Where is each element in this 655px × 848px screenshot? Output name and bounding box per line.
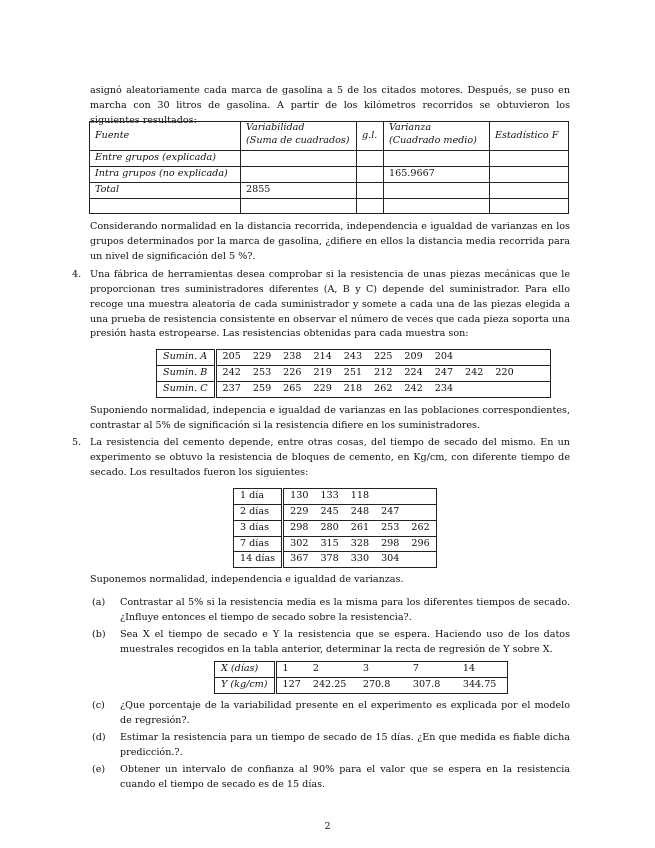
supplier-value: [459, 350, 489, 366]
curing-value: 280: [314, 520, 344, 536]
curing-value: 229: [283, 504, 315, 520]
regression-y-value: 307.8: [407, 677, 457, 693]
curing-row: [234, 520, 437, 536]
anova-cell: [490, 151, 569, 167]
supplier-value: 262: [368, 381, 398, 397]
anova-row: [90, 198, 569, 213]
supplier-value: 225: [368, 350, 398, 366]
supplier-value: [459, 381, 489, 397]
question-4-number: 4.: [72, 269, 82, 280]
anova-row: [90, 182, 569, 198]
question-4-assumption: Suponiendo normalidad, indepencia e igualdad de varianzas en las poblaciones correspondientes, contrastar al 5% de significación si la resistencia difiere en los suministradores.: [90, 405, 570, 431]
curing-value: 328: [345, 536, 375, 552]
supplier-value: 229: [307, 381, 337, 397]
curing-table: [233, 488, 437, 568]
supplier-value: 242: [398, 381, 428, 397]
regression-y-value: 127: [275, 677, 307, 693]
anova-cell: Entre grupos (explicada): [90, 151, 241, 167]
curing-value: 330: [345, 552, 375, 568]
supplier-value: 224: [398, 365, 428, 381]
curing-value: 315: [314, 536, 344, 552]
anova-cell: [357, 166, 384, 182]
suppliers-table: [156, 349, 551, 398]
regression-row-y: [215, 677, 508, 693]
header-variabilidad-l2: (Suma de cuadrados): [246, 134, 350, 146]
curing-value: 118: [345, 489, 375, 505]
supplier-value: 238: [277, 350, 307, 366]
anova-cell: Total: [90, 182, 241, 198]
supplier-value: 243: [338, 350, 368, 366]
supplier-value: 265: [277, 381, 307, 397]
regression-x-value: 3: [357, 662, 407, 678]
curing-label: 3 días: [234, 520, 283, 536]
supplier-value: 219: [307, 365, 337, 381]
question-5-assumption: Suponemos normalidad, independencia e igualdad de varianzas.: [90, 574, 404, 585]
curing-value: 367: [283, 552, 315, 568]
anova-cell: [241, 166, 357, 182]
header-variabilidad-l1: Variabilidad: [246, 122, 305, 133]
question-4-text: Una fábrica de herramientas desea comprobar si la resistencia de unas piezas mecánicas que le proporcionan tres suministradores diferentes (A, B y C) depende del suministrador. Para ello recoge una muestra aleatoria de cada suministrador y somete a cada una de las piezas elegida a una prueba de resistencia consistente en observar el número de veces que cada pieza soporta una presión hasta estropearse. Las resistencias obtenidas para cada muestra son:: [90, 269, 570, 340]
supplier-value: [520, 381, 551, 397]
header-gl: g.l.: [357, 122, 384, 151]
curing-row: [234, 504, 437, 520]
suppliers-row: [157, 365, 551, 381]
item-b-text: Sea X el tiempo de secado e Y la resistencia que se espera. Haciendo uso de los datos muestrales recogidos en la tabla anterior, determinar la recta de regresión de Y sobre X.: [120, 629, 570, 655]
anova-cell: [384, 182, 490, 198]
regression-row-x: [215, 662, 508, 678]
regression-y-value: 270.8: [357, 677, 407, 693]
curing-value: 247: [375, 504, 405, 520]
curing-value: [375, 489, 405, 505]
supplier-value: 234: [429, 381, 459, 397]
curing-value: 378: [314, 552, 344, 568]
supplier-value: [489, 381, 519, 397]
item-a-label: (a): [92, 597, 106, 608]
item-e-label: (e): [92, 764, 106, 775]
supplier-value: 242: [459, 365, 489, 381]
supplier-value: 259: [247, 381, 277, 397]
curing-value: 298: [375, 536, 405, 552]
curing-value: 245: [314, 504, 344, 520]
curing-row: [234, 536, 437, 552]
curing-value: 261: [345, 520, 375, 536]
curing-value: 130: [283, 489, 315, 505]
curing-value: 253: [375, 520, 405, 536]
anova-cell: Intra grupos (no explicada): [90, 166, 241, 182]
header-fuente: Fuente: [90, 122, 241, 151]
supplier-value: 218: [338, 381, 368, 397]
page-number: 2: [324, 821, 331, 832]
anova-cell: 165.9667: [384, 166, 490, 182]
header-estadistico: Estadístico F: [490, 122, 569, 151]
item-d-label: (d): [92, 732, 106, 743]
header-varianza-l2: (Cuadrado medio): [389, 134, 477, 146]
suppliers-row: [157, 350, 551, 366]
supplier-value: 220: [489, 365, 519, 381]
curing-value: [405, 504, 436, 520]
curing-value: 296: [405, 536, 436, 552]
curing-label: 14 días: [234, 552, 283, 568]
supplier-value: 247: [429, 365, 459, 381]
curing-value: [405, 489, 436, 505]
header-varianza: [384, 122, 490, 151]
regression-table: [214, 661, 508, 694]
anova-cell: [384, 151, 490, 167]
supplier-label: Sumin. C: [157, 381, 216, 397]
item-b-label: (b): [92, 629, 106, 640]
curing-value: 298: [283, 520, 315, 536]
supplier-label: Sumin. B: [157, 365, 216, 381]
regression-x-value: 14: [457, 662, 508, 678]
anova-cell: [357, 182, 384, 198]
curing-value: [405, 552, 436, 568]
curing-value: 304: [375, 552, 405, 568]
regression-x-value: 7: [407, 662, 457, 678]
question-3-text: Considerando normalidad en la distancia recorrida, independencia e igualdad de varianzas en los grupos determinados por la marca de gasolina, ¿difiere en ellos la distancia media recorrida para un nivel de significación del 5 %?.: [90, 221, 570, 262]
anova-cell: [384, 198, 490, 213]
anova-cell: [490, 166, 569, 182]
supplier-value: 209: [398, 350, 428, 366]
suppliers-row: [157, 381, 551, 397]
item-a-text: Contrastar al 5% si la resistencia media es la misma para los diferentes tiempos de secado. ¿Influye entonces el tiempo de secado sobre la resistencia?.: [120, 597, 570, 623]
regression-y-value: 242.25: [307, 677, 357, 693]
regression-x-value: 2: [307, 662, 357, 678]
supplier-value: 205: [215, 350, 247, 366]
anova-cell: [241, 198, 357, 213]
supplier-value: 253: [247, 365, 277, 381]
anova-cell: [490, 198, 569, 213]
question-5-text: La resistencia del cemento depende, entre otras cosas, del tiempo de secado del mismo. En un experimento se obtuvo la resistencia de bloques de cemento, en Kg/cm, con diferente tiempo de secado. Los resultados fueron los siguientes:: [90, 437, 570, 478]
curing-label: 1 día: [234, 489, 283, 505]
anova-row: [90, 166, 569, 182]
supplier-label: Sumin. A: [157, 350, 216, 366]
supplier-value: [520, 365, 551, 381]
supplier-value: 237: [215, 381, 247, 397]
supplier-value: [520, 350, 551, 366]
anova-cell: [241, 151, 357, 167]
regression-x-value: 1: [275, 662, 307, 678]
anova-table: [89, 121, 569, 214]
regression-y-value: 344.75: [457, 677, 508, 693]
curing-value: 262: [405, 520, 436, 536]
curing-row: [234, 552, 437, 568]
regression-y-label: Y (kg/cm): [215, 677, 276, 693]
supplier-value: 204: [429, 350, 459, 366]
supplier-value: 212: [368, 365, 398, 381]
anova-cell: [357, 198, 384, 213]
anova-header-row: [90, 122, 569, 151]
supplier-value: [489, 350, 519, 366]
curing-row: [234, 489, 437, 505]
anova-cell: 2855: [241, 182, 357, 198]
supplier-value: 226: [277, 365, 307, 381]
curing-label: 2 días: [234, 504, 283, 520]
intro-paragraph: asignó aleatoriamente cada marca de gasolina a 5 de los citados motores. Después, se puso en marcha con 30 litros de gasolina. A partir de los kilómetros recorridos se obtuvieron los siguientes resultados:: [90, 85, 570, 126]
anova-cell: [490, 182, 569, 198]
curing-value: 302: [283, 536, 315, 552]
supplier-value: 229: [247, 350, 277, 366]
anova-row: [90, 151, 569, 167]
item-d-text: Estimar la resistencia para un tiempo de secado de 15 días. ¿En que medida es fiable dicha predicción.?.: [120, 732, 570, 758]
regression-x-label: X (días): [215, 662, 276, 678]
question-5-number: 5.: [72, 437, 82, 448]
curing-label: 7 días: [234, 536, 283, 552]
item-c-text: ¿Que porcentaje de la variabilidad presente en el experimento es explicada por el modelo de regresión?.: [120, 700, 570, 726]
curing-value: 133: [314, 489, 344, 505]
curing-value: 248: [345, 504, 375, 520]
header-varianza-l1: Varianza: [389, 122, 432, 133]
anova-cell: [90, 198, 241, 213]
supplier-value: 242: [215, 365, 247, 381]
item-c-label: (c): [92, 700, 105, 711]
item-e-text: Obtener un intervalo de confianza al 90% para el valor que se espera en la resistencia cuando el tiempo de secado es de 15 días.: [120, 764, 570, 790]
header-variabilidad: [241, 122, 357, 151]
supplier-value: 251: [338, 365, 368, 381]
supplier-value: 214: [307, 350, 337, 366]
anova-cell: [357, 151, 384, 167]
